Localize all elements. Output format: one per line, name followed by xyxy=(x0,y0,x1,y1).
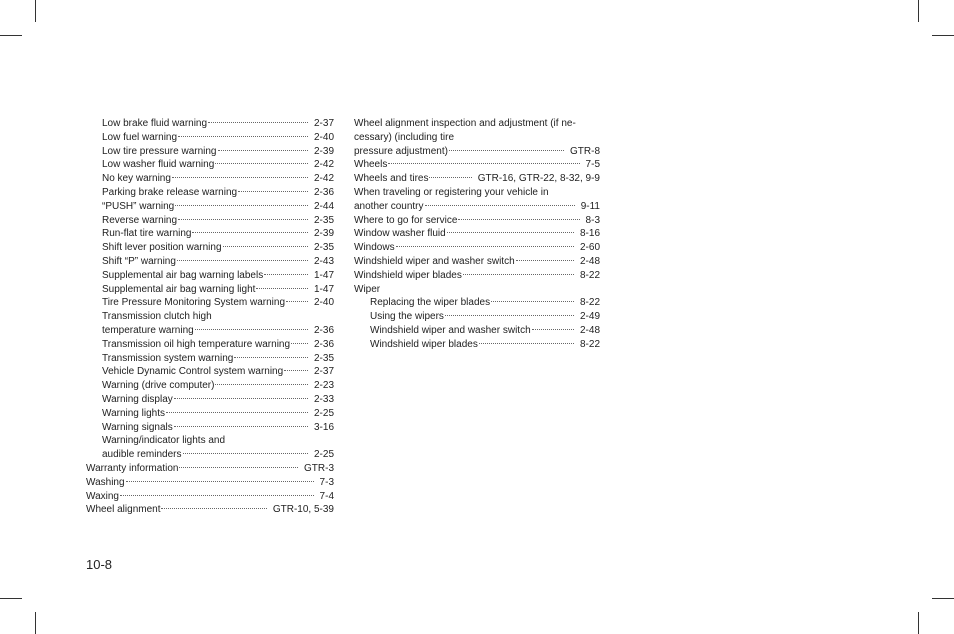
entry-page-ref: GTR-8 xyxy=(570,145,600,157)
dot-leader xyxy=(215,163,308,164)
entry-text: Warning (drive computer) xyxy=(102,380,215,392)
index-entry xyxy=(86,462,334,476)
entry-text: Warning display xyxy=(102,393,173,405)
dot-leader xyxy=(179,467,298,468)
entry-text: Low brake fluid warning xyxy=(102,118,208,129)
index-entry xyxy=(86,158,334,172)
entry-text: temperature warning xyxy=(102,324,194,336)
dot-leader xyxy=(223,246,308,247)
crop-mark-bottom-left xyxy=(35,612,36,634)
index-entry-heading: Wheel alignment inspection and adjustment (if ne- xyxy=(354,118,576,129)
dot-leader xyxy=(192,232,308,233)
index-entry xyxy=(354,255,600,269)
entry-text: audible reminders xyxy=(102,449,182,461)
index-column-left xyxy=(86,117,334,517)
entry-text: Warning lights xyxy=(102,407,165,419)
entry-page-ref: 2-35 xyxy=(313,352,334,364)
entry-text: Reverse warning xyxy=(102,214,178,226)
index-entry-heading: When traveling or registering your vehicle in xyxy=(354,186,549,198)
index-entry xyxy=(86,241,334,255)
index-entry-heading: cessary) (including tire xyxy=(354,131,455,143)
dot-leader xyxy=(208,122,308,123)
entry-text: Using the wipers xyxy=(370,311,444,323)
entry-page-ref: 2-40 xyxy=(313,297,334,309)
entry-text: Low tire pressure warning xyxy=(102,145,217,157)
dot-leader xyxy=(463,274,574,275)
dot-leader xyxy=(183,453,308,454)
dot-leader xyxy=(396,246,574,247)
entry-text: Warning signals xyxy=(102,421,173,433)
entry-page-ref: GTR-3 xyxy=(304,462,334,474)
dot-leader xyxy=(479,343,574,344)
dot-leader xyxy=(126,481,314,482)
dot-leader xyxy=(445,315,574,316)
entry-text: Low washer fluid warning xyxy=(102,159,215,171)
index-entry xyxy=(86,117,334,131)
entry-page-ref: 2-35 xyxy=(313,214,334,226)
entry-page-ref: 2-42 xyxy=(313,173,334,185)
index-entry xyxy=(86,338,334,352)
index-entry xyxy=(354,310,600,324)
entry-page-ref: 2-35 xyxy=(313,242,334,254)
index-entry xyxy=(354,200,600,214)
index-entry-heading: Wiper xyxy=(354,283,381,295)
crop-mark-top-left-h xyxy=(0,35,22,36)
dot-leader xyxy=(458,219,579,220)
index-entry xyxy=(86,145,334,159)
entry-page-ref: 8-22 xyxy=(579,338,600,350)
index-entry-heading: Transmission clutch high xyxy=(102,311,212,323)
dot-leader xyxy=(491,301,574,302)
entry-text: Supplemental air bag warning labels xyxy=(102,269,264,281)
entry-page-ref: GTR-10, 5-39 xyxy=(272,504,334,516)
dot-leader xyxy=(120,495,314,496)
entry-text: pressure adjustment) xyxy=(354,145,448,157)
index-entry xyxy=(86,131,334,145)
entry-page-ref: 1-47 xyxy=(313,283,334,295)
dot-leader xyxy=(516,260,574,261)
entry-page-ref: 2-25 xyxy=(313,407,334,419)
entry-text: Windshield wiper blades xyxy=(354,269,462,281)
entry-text: Windshield wiper and washer switch xyxy=(354,255,515,267)
dot-leader xyxy=(256,288,308,289)
entry-page-ref: 2-23 xyxy=(313,380,334,392)
dot-leader xyxy=(218,150,308,151)
entry-text: another country xyxy=(354,200,424,212)
dot-leader xyxy=(195,329,308,330)
index-entry xyxy=(86,172,334,186)
entry-text: Parking brake release warning xyxy=(102,186,238,198)
dot-leader xyxy=(174,398,308,399)
dot-leader xyxy=(388,163,579,164)
index-entry xyxy=(86,407,334,421)
index-entry xyxy=(86,490,334,504)
dot-leader xyxy=(291,343,308,344)
index-entry xyxy=(86,324,334,338)
index-entry-heading: Warning/indicator lights and xyxy=(102,435,226,447)
crop-mark-top-right-h xyxy=(932,35,954,36)
index-entry xyxy=(86,186,334,200)
entry-page-ref: 2-33 xyxy=(313,393,334,405)
index-entry xyxy=(86,476,334,490)
index-entry xyxy=(86,365,334,379)
index-entry xyxy=(354,269,600,283)
index-entry xyxy=(354,324,600,338)
index-entry xyxy=(354,338,600,352)
entry-page-ref: 1-47 xyxy=(313,269,334,281)
entry-text: Washing xyxy=(86,476,125,488)
index-entry xyxy=(354,145,600,159)
entry-text: Window washer fluid xyxy=(354,228,446,240)
index-entry xyxy=(86,379,334,393)
entry-text: Windshield wiper blades xyxy=(370,338,478,350)
crop-mark-bottom-right-h xyxy=(932,598,954,599)
entry-text: Wheels xyxy=(354,159,388,171)
entry-page-ref: 2-36 xyxy=(313,338,334,350)
entry-page-ref: 7-5 xyxy=(585,159,600,171)
entry-page-ref: 2-37 xyxy=(313,366,334,378)
crop-mark-bottom-right xyxy=(918,612,919,634)
entry-page-ref: 8-22 xyxy=(579,269,600,281)
dot-leader xyxy=(178,136,308,137)
entry-page-ref: 2-44 xyxy=(313,200,334,212)
dot-leader xyxy=(172,177,308,178)
entry-page-ref: 2-25 xyxy=(313,449,334,461)
index-entry xyxy=(86,255,334,269)
entry-text: Wheels and tires xyxy=(354,173,429,185)
index-column-right xyxy=(354,117,600,352)
entry-text: Replacing the wiper blades xyxy=(370,297,491,309)
entry-page-ref: 2-36 xyxy=(313,324,334,336)
index-entry xyxy=(354,158,600,172)
index-entry xyxy=(86,227,334,241)
entry-text: Transmission system warning xyxy=(102,352,234,364)
entry-page-ref: 2-48 xyxy=(579,324,600,336)
entry-page-ref: 8-16 xyxy=(579,228,600,240)
index-entry xyxy=(354,172,600,186)
index-entry xyxy=(354,296,600,310)
index-entry xyxy=(86,448,334,462)
index-entry xyxy=(86,200,334,214)
dot-leader xyxy=(178,219,308,220)
dot-leader xyxy=(425,205,575,206)
entry-text: Run-flat tire warning xyxy=(102,228,192,240)
entry-page-ref: 2-49 xyxy=(579,311,600,323)
dot-leader xyxy=(175,205,308,206)
crop-mark-top-right xyxy=(918,0,919,22)
crop-mark-bottom-left-h xyxy=(0,598,22,599)
entry-text: Shift lever position warning xyxy=(102,242,222,254)
entry-text: Supplemental air bag warning light xyxy=(102,283,256,295)
crop-mark-top-left xyxy=(35,0,36,22)
entry-text: Low fuel warning xyxy=(102,131,178,143)
entry-page-ref: 2-40 xyxy=(313,131,334,143)
entry-page-ref: 9-11 xyxy=(580,200,600,212)
entry-text: “PUSH” warning xyxy=(102,200,175,212)
index-entry xyxy=(354,214,600,228)
entry-text: Waxing xyxy=(86,490,119,502)
page-number: 10-8 xyxy=(86,557,113,572)
entry-page-ref: 7-3 xyxy=(319,476,334,488)
index-entry xyxy=(86,393,334,407)
entry-text: Transmission oil high temperature warning xyxy=(102,338,291,350)
index-entry xyxy=(86,352,334,366)
index-entry xyxy=(86,269,334,283)
entry-text: Tire Pressure Monitoring System warning xyxy=(102,297,286,309)
dot-leader xyxy=(449,150,564,151)
entry-page-ref: 2-36 xyxy=(313,186,334,198)
dot-leader xyxy=(286,301,308,302)
entry-page-ref: 8-3 xyxy=(585,214,600,226)
entry-page-ref: 2-39 xyxy=(313,145,334,157)
entry-page-ref: 2-48 xyxy=(579,255,600,267)
entry-page-ref: 2-42 xyxy=(313,159,334,171)
entry-page-ref: 2-39 xyxy=(313,228,334,240)
entry-text: Warranty information xyxy=(86,462,179,474)
index-entry xyxy=(86,296,334,310)
dot-leader xyxy=(532,329,574,330)
dot-leader xyxy=(429,177,471,178)
entry-text: Wheel alignment xyxy=(86,504,161,516)
dot-leader xyxy=(215,384,308,385)
dot-leader xyxy=(284,370,308,371)
dot-leader xyxy=(161,508,266,509)
dot-leader xyxy=(264,274,308,275)
entry-text: Where to go for service xyxy=(354,214,458,226)
entry-page-ref: 2-37 xyxy=(313,118,334,129)
entry-page-ref: 8-22 xyxy=(579,297,600,309)
dot-leader xyxy=(447,232,574,233)
entry-page-ref: 7-4 xyxy=(319,490,334,502)
dot-leader xyxy=(174,426,308,427)
dot-leader xyxy=(177,260,308,261)
dot-leader xyxy=(234,357,308,358)
entry-text: Vehicle Dynamic Control system warning xyxy=(102,366,284,378)
entry-page-ref: 2-60 xyxy=(579,242,600,254)
index-entry xyxy=(354,241,600,255)
entry-text: No key warning xyxy=(102,173,171,185)
index-entry xyxy=(86,283,334,297)
entry-text: Shift “P” warning xyxy=(102,255,176,267)
dot-leader xyxy=(166,412,308,413)
entry-text: Windshield wiper and washer switch xyxy=(370,324,531,336)
entry-page-ref: 3-16 xyxy=(313,421,334,433)
index-entry xyxy=(354,227,600,241)
dot-leader xyxy=(238,191,308,192)
index-entry xyxy=(86,214,334,228)
index-entry xyxy=(86,421,334,435)
entry-page-ref: GTR-16, GTR-22, 8-32, 9-9 xyxy=(477,173,600,185)
entry-page-ref: 2-43 xyxy=(313,255,334,267)
entry-text: Windows xyxy=(354,242,395,254)
index-entry xyxy=(86,503,334,517)
